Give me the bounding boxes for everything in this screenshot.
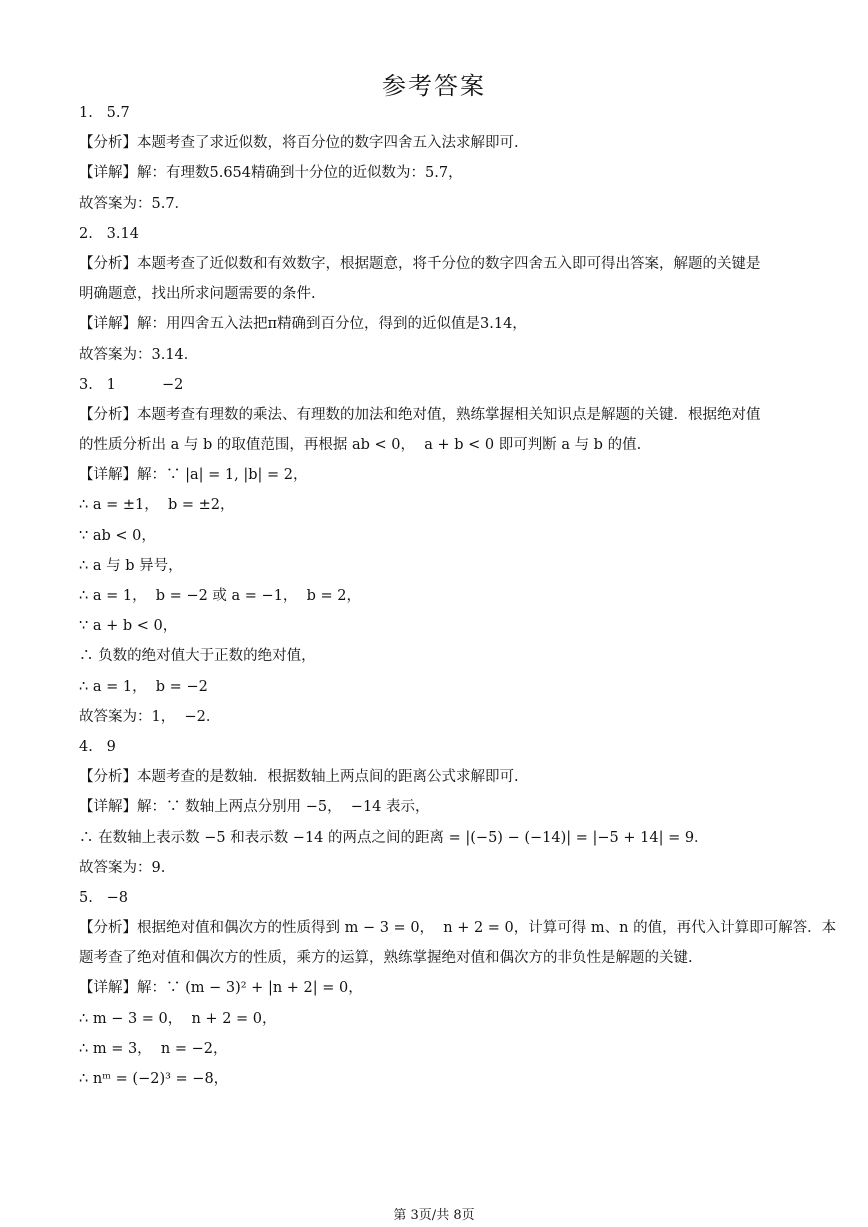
text-line: 【分析】本题考查有理数的乘法、有理数的加法和绝对值，熟练掌握相关知识点是解题的关键．根据绝对值 xyxy=(79,406,761,423)
text-line: ∴ m − 3 = 0， n + 2 = 0， xyxy=(79,1010,277,1027)
text-line: 的性质分析出 a 与 b 的取值范围，再根据 ab < 0， a + b < 0 即可判断 a 与 b 的值. xyxy=(79,437,642,454)
text-line: ∴ nᵐ = (−2)³ = −8， xyxy=(79,1071,229,1087)
text-line: 【详解】解：∵ 数轴上两点分别用 −5， −14 表示， xyxy=(79,799,430,816)
page-footer: 第 3页/共 8页 xyxy=(393,1208,475,1223)
text-line: 明确题意，找出所求问题需要的条件. xyxy=(79,286,316,303)
text-line: 【详解】解：∵ (m − 3)² + |n + 2| = 0， xyxy=(79,980,363,997)
text-line: 【详解】解：∵ |a| = 1, |b| = 2， xyxy=(79,467,308,484)
text-line: ∴ a = 1， b = −2 xyxy=(79,678,208,695)
text-line: 故答案为：3.14． xyxy=(79,346,199,363)
text-line: 故答案为：9. xyxy=(79,859,166,876)
text-line: 【分析】本题考查了近似数和有效数字，根据题意，将千分位的数字四舍五入即可得出答案，解题的关键是 xyxy=(79,255,761,272)
answer-content xyxy=(79,98,837,1094)
text-line: ∴ a = 1， b = −2 或 a = −1， b = 2， xyxy=(79,588,362,604)
text-line: 【分析】本题考查了求近似数，将百分位的数字四舍五入法求解即可. xyxy=(79,135,519,152)
text-line: ∴ m = 3， n = −2， xyxy=(79,1040,228,1057)
text-line: 题考查了绝对值和偶次方的性质，乘方的运算，熟练掌握绝对值和偶次方的非负性是解题的关键. xyxy=(79,950,693,967)
text-line: ∴ a = ±1， b = ±2， xyxy=(79,497,235,514)
text-line: 4. 9 xyxy=(79,738,116,755)
text-line: ∵ ab < 0， xyxy=(79,527,156,544)
text-line: ∴ a 与 b 异号， xyxy=(79,557,183,574)
text-line: 3. 1 −2 xyxy=(79,376,184,393)
text-line: 故答案为：1， −2． xyxy=(79,708,221,725)
text-line: 【详解】解：有理数5.654精确到十分位的近似数为：5.7， xyxy=(79,165,463,182)
text-line: ∴ 在数轴上表示数 −5 和表示数 −14 的两点之间的距离 = |(−5) − (−14)| = |−5 + 14| = 9． xyxy=(79,829,709,846)
text-line: 5. −8 xyxy=(79,889,129,906)
text-line: 故答案为：5.7． xyxy=(79,195,190,212)
text-line: ∵ a + b < 0， xyxy=(79,618,178,635)
page-title: 参考答案 xyxy=(382,72,486,100)
text-line: 1. 5.7 xyxy=(79,105,130,121)
text-line: 【详解】解：用四舍五入法把π精确到百分位，得到的近似值是3.14， xyxy=(79,316,527,333)
text-line: ∴ 负数的绝对值大于正数的绝对值， xyxy=(79,648,316,665)
text-line: 【分析】本题考查的是数轴．根据数轴上两点间的距离公式求解即可. xyxy=(79,769,519,786)
text-line: 【分析】根据绝对值和偶次方的性质得到 m − 3 = 0， n + 2 = 0，计算可得 m、n 的值，再代入计算即可解答．本 xyxy=(79,920,837,937)
text-line: 2. 3.14 xyxy=(79,225,139,242)
